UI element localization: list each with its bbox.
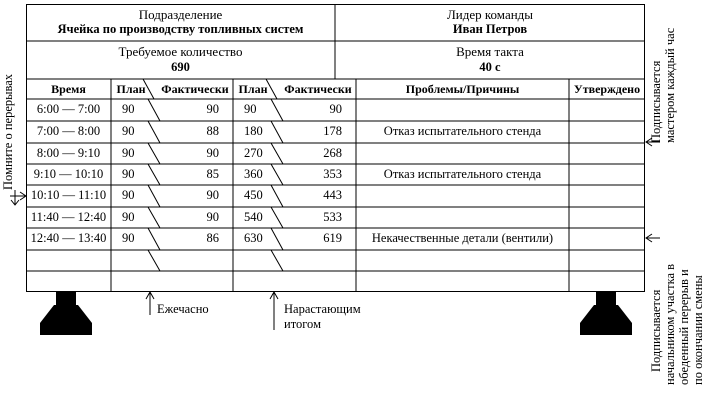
chief-note-line1: Подписывается xyxy=(649,289,663,372)
cell-actual-cumulative: 353 xyxy=(323,167,342,181)
cell-plan: 90 xyxy=(122,124,135,138)
column-header-actual-cumulative: Фактически xyxy=(284,82,352,96)
column-header-actual: Фактически xyxy=(161,82,229,96)
cell-problem: Отказ испытательного стенда xyxy=(383,167,542,181)
cumulative-note-line1: Нарастающим xyxy=(284,302,361,316)
cell-time: 6:00 — 7:00 xyxy=(36,102,101,116)
cell-divider-slash xyxy=(148,250,160,271)
cell-problem: Отказ испытательного стенда xyxy=(383,124,542,138)
leader-value: Иван Петров xyxy=(452,22,528,36)
stand-leg-right xyxy=(596,292,616,306)
chief-note-line2: начальником участка в xyxy=(663,263,677,385)
department-label: Подразделение xyxy=(138,7,223,22)
cell-actual: 88 xyxy=(206,124,219,138)
quantity-value: 690 xyxy=(171,60,190,74)
cell-plan: 90 xyxy=(122,210,135,224)
cell-problem: Некачественные детали (вентили) xyxy=(371,231,554,245)
cell-actual: 90 xyxy=(206,146,219,160)
master-note-line2: мастером каждый час xyxy=(663,27,677,143)
cell-actual-cumulative: 178 xyxy=(323,124,342,138)
cell-time: 9:10 — 10:10 xyxy=(33,167,104,181)
stand-base-left xyxy=(40,305,92,335)
column-header-time: Время xyxy=(51,82,86,96)
cell-time: 7:00 — 8:00 xyxy=(36,124,101,138)
cell-time: 11:40 — 12:40 xyxy=(30,210,107,224)
quantity-label: Требуемое количество xyxy=(118,44,243,59)
breaks-reminder-note: Помните о перерывах xyxy=(1,73,15,190)
cell-actual: 90 xyxy=(206,188,219,202)
cell-plan: 90 xyxy=(122,102,135,116)
cell-plan-cumulative: 540 xyxy=(244,210,263,224)
cell-time: 8:00 — 9:10 xyxy=(36,146,101,160)
cell-actual-cumulative: 619 xyxy=(323,231,342,245)
stand-leg-left xyxy=(56,292,76,306)
cell-plan-cumulative: 90 xyxy=(244,102,257,116)
cell-actual: 90 xyxy=(206,210,219,224)
takt-value: 40 с xyxy=(479,60,501,74)
cell-plan: 90 xyxy=(122,146,135,160)
hourly-note: Ежечасно xyxy=(157,302,209,316)
column-header-problems: Проблемы/Причины xyxy=(405,82,520,96)
cell-plan-cumulative: 450 xyxy=(244,188,263,202)
cell-actual: 90 xyxy=(206,102,219,116)
cell-actual-cumulative: 443 xyxy=(323,188,342,202)
chief-note-line3: обеденный перерыв и xyxy=(677,269,691,385)
cell-plan-cumulative: 630 xyxy=(244,231,263,245)
department-value: Ячейка по производству топливных систем xyxy=(57,22,304,36)
cell-divider-slash xyxy=(271,250,283,271)
cell-plan: 90 xyxy=(122,188,135,202)
cell-plan: 90 xyxy=(122,167,135,181)
takt-label: Время такта xyxy=(456,44,524,59)
cell-actual: 85 xyxy=(206,167,219,181)
chief-note-line4: по окончании смены xyxy=(691,275,705,385)
cell-plan-cumulative: 270 xyxy=(244,146,263,160)
cell-actual-cumulative: 90 xyxy=(329,102,342,116)
cell-actual-cumulative: 533 xyxy=(323,210,342,224)
cell-time: 10:10 — 11:10 xyxy=(30,188,107,202)
cell-actual: 86 xyxy=(206,231,219,245)
cell-actual-cumulative: 268 xyxy=(323,146,342,160)
cell-time: 12:40 — 13:40 xyxy=(30,231,107,245)
column-header-plan: План xyxy=(116,82,146,96)
stand-base-right xyxy=(580,305,632,335)
cell-plan-cumulative: 180 xyxy=(244,124,263,138)
cumulative-note-line2: итогом xyxy=(284,317,321,331)
column-header-plan-cumulative: План xyxy=(238,82,268,96)
cell-plan-cumulative: 360 xyxy=(244,167,263,181)
cell-plan: 90 xyxy=(122,231,135,245)
column-header-approved: Утверждено xyxy=(573,82,641,96)
master-note-line1: Подписывается xyxy=(649,60,663,143)
leader-label: Лидер команды xyxy=(446,7,534,22)
